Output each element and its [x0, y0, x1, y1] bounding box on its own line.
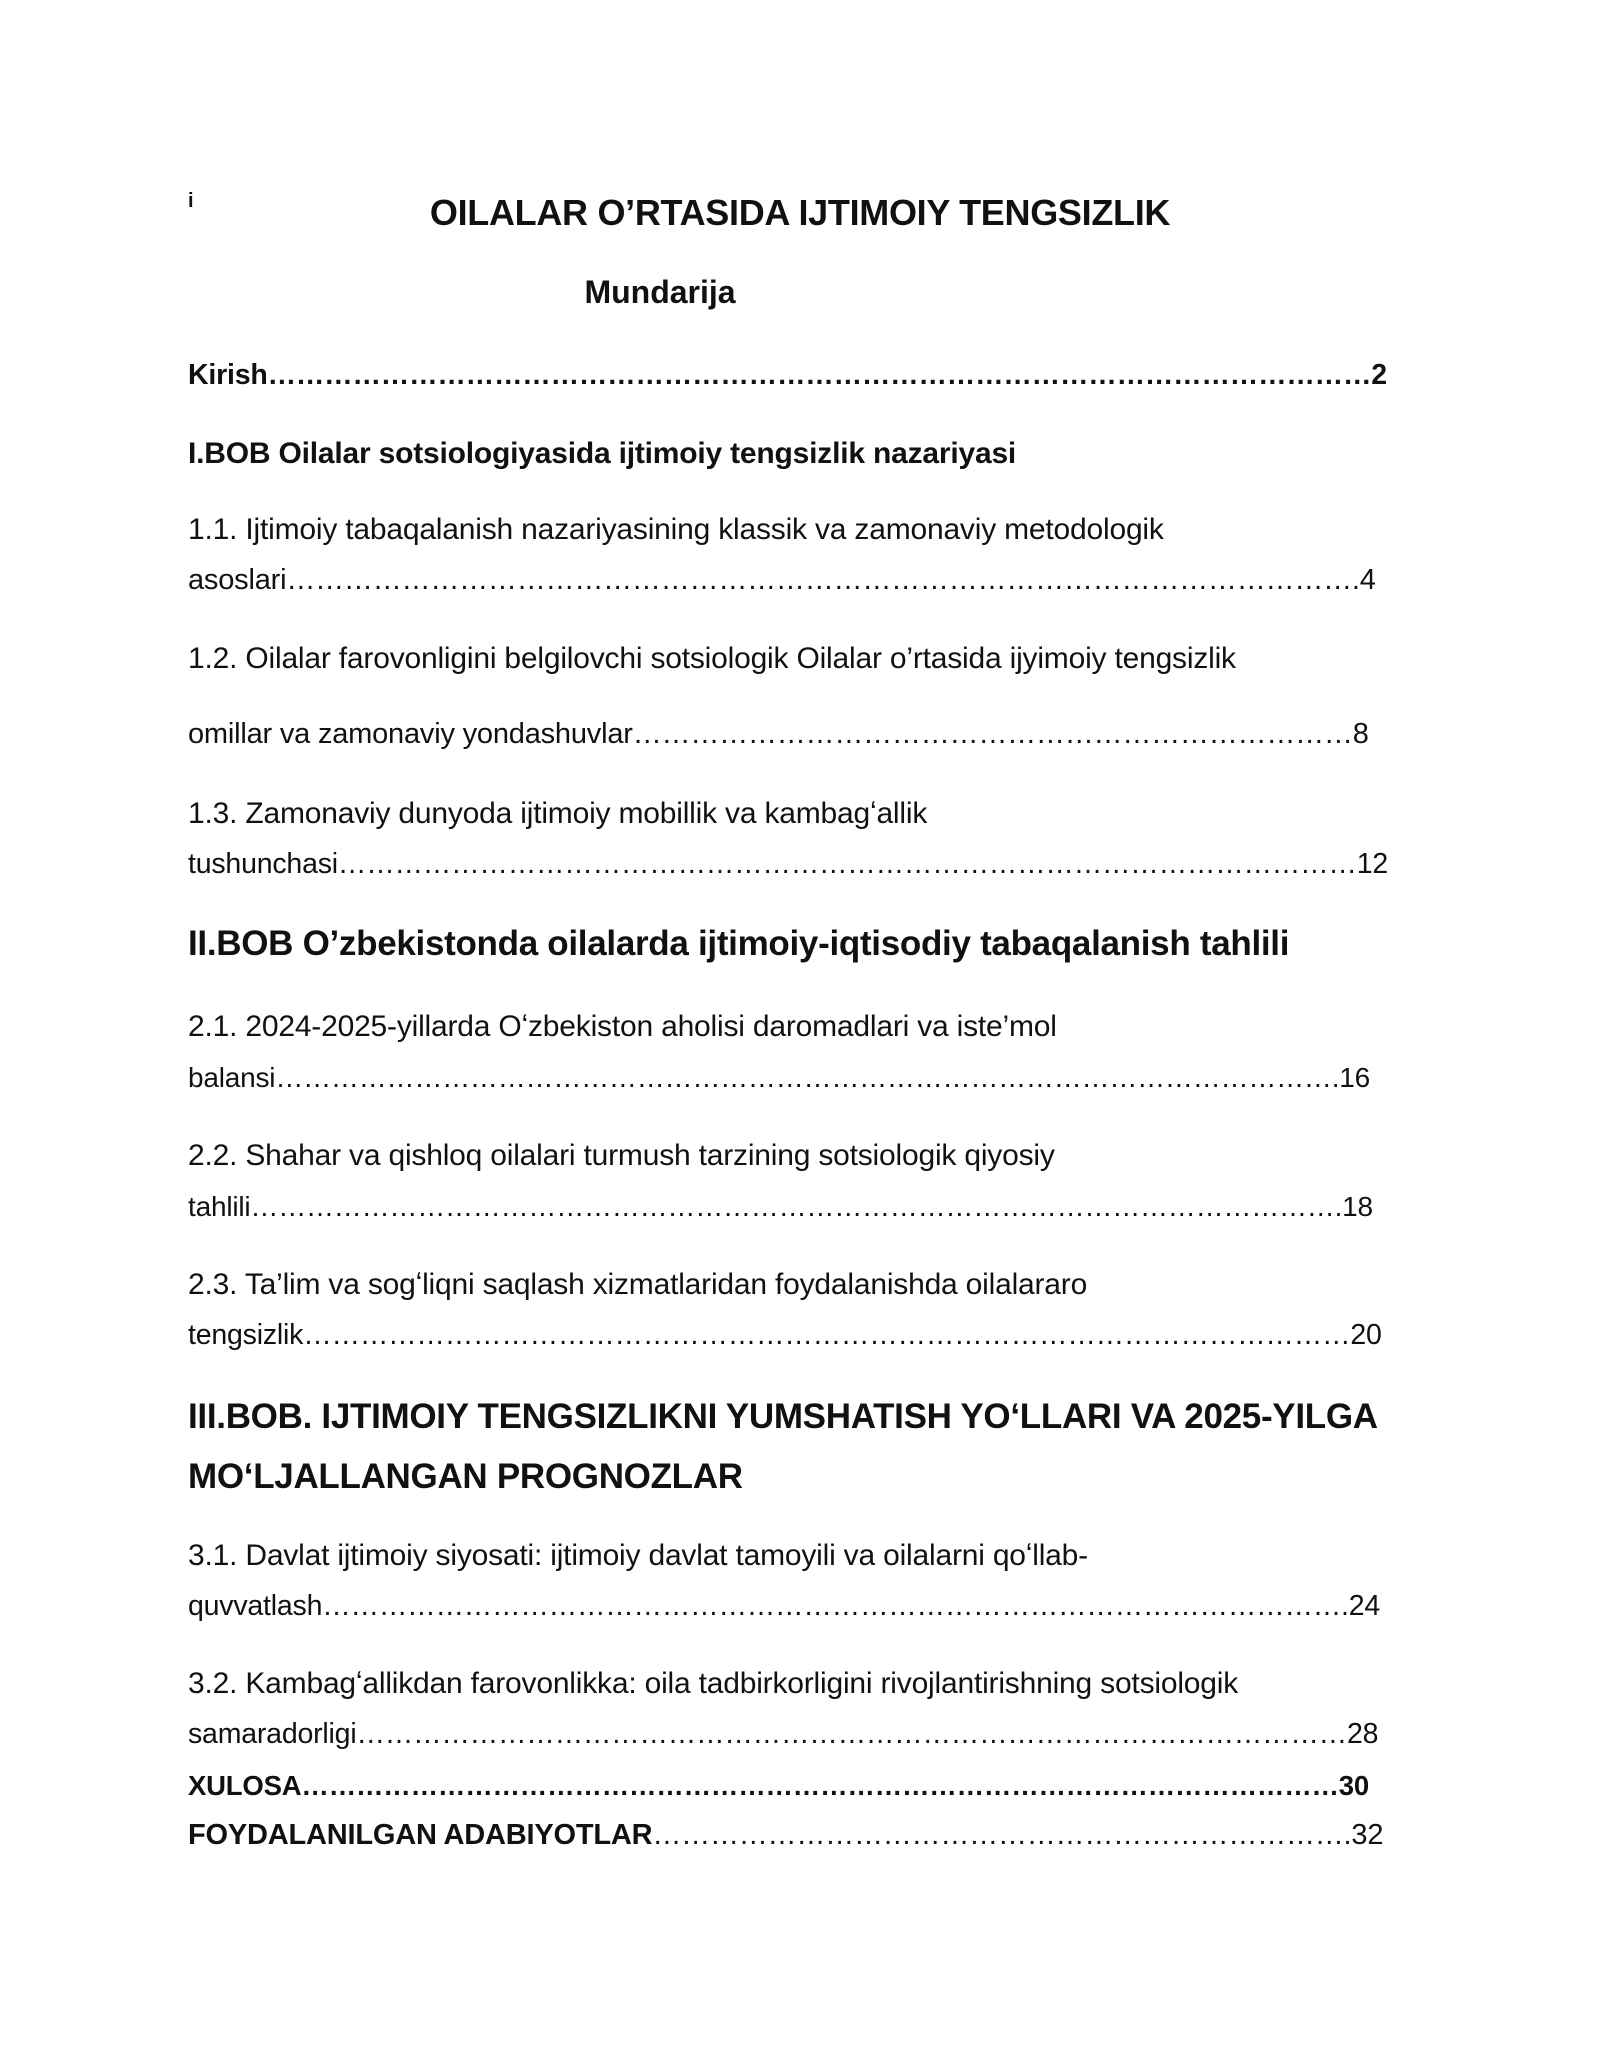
footnote-marker: i — [188, 190, 194, 212]
toc-section-1-3[interactable] — [188, 788, 1388, 890]
toc-section-text: balansi…………………………………………………………………………………………………….16 — [188, 1062, 1371, 1093]
toc-entry-conclusion[interactable] — [188, 1760, 1388, 1811]
toc-entry-text: XULOSA……………………………………………………………………………………………………30 — [188, 1770, 1369, 1801]
toc-entry-references[interactable] — [188, 1810, 1388, 1861]
toc-section-1-2[interactable] — [188, 633, 1388, 760]
toc-section-text: 1.1. Ijtimoiy tabaqalanish nazariyasining klassik va zamonaviy metodologik — [188, 513, 1164, 546]
toc-section-text: 3.2. Kambagʻallikdan farovonlikka: oila tadbirkorligini rivojlantirishning sotsiologik — [188, 1667, 1239, 1700]
toc-chapter-1[interactable] — [188, 428, 1388, 479]
toc-entry-text: Kirish………………………………………………………………………………………………………2 — [188, 359, 1387, 391]
toc-section-text: 2.1. 2024-2025-yillarda Oʻzbekiston aholisi daromadlari va iste’mol — [188, 1010, 1057, 1043]
toc-section-text: 3.1. Davlat ijtimoiy siyosati: ijtimoiy davlat tamoyili va oilalarni qoʻllab- — [188, 1539, 1088, 1572]
toc-references-label: FOYDALANILGAN ADABIYOTLAR — [188, 1819, 653, 1851]
toc-section-text: tengsizlik…………………………………………………………………………………………………20 — [188, 1319, 1382, 1351]
toc-section-3-1[interactable] — [188, 1530, 1388, 1632]
toc-section-text: 1.3. Zamonaviy dunyoda ijtimoiy mobillik va kambagʻallik — [188, 797, 928, 830]
toc-section-text: omillar va zamonaviy yondashuvlar…………………………………………………………………8 — [188, 718, 1369, 750]
toc-section-text: 1.2. Oilalar farovonligini belgilovchi sotsiologik Oilalar o’rtasida ijyimoiy tengsizlik — [188, 642, 1236, 675]
toc-chapter-title: MOʻLJALLANGAN PROGNOZLAR — [188, 1457, 743, 1496]
toc-section-text: quvvatlash……………………………………………………………………………………………….24 — [188, 1590, 1381, 1622]
toc-section-text: tushunchasi………………………………………………………………………………………………12 — [188, 848, 1389, 880]
toc-section-text: 2.2. Shahar va qishloq oilalari turmush tarzining sotsiologik qiyosiy — [188, 1139, 1055, 1172]
document-title: OILALAR O’RTASIDA IJTIMOIY TENGSIZLIK — [429, 192, 1171, 233]
toc-chapter-2[interactable] — [188, 914, 1388, 974]
toc-section-3-2[interactable] — [188, 1658, 1388, 1760]
toc-section-2-3[interactable] — [188, 1259, 1388, 1361]
toc-section-text: samaradorligi……………………………………………………………………………………………28 — [188, 1718, 1379, 1750]
toc-chapter-title: I.BOB Oilalar sotsiologiyasida ijtimoiy tengsizlik nazariyasi — [188, 437, 1017, 470]
toc-section-1-1[interactable] — [188, 504, 1388, 606]
toc-references-leader: ……………………………………………………………….32 — [652, 1819, 1384, 1851]
toc-chapter-title: II.BOB O’zbekistonda oilalarda ijtimoiy-iqtisodiy tabaqalanish tahlili — [188, 924, 1290, 963]
toc-chapter-title: III.BOB. IJTIMOIY TENGSIZLIKNI YUMSHATISH YOʻLLARI VA 2025-YILGA — [188, 1397, 1378, 1436]
toc-section-2-2[interactable] — [188, 1130, 1388, 1232]
toc-section-text: 2.3. Ta’lim va sogʻliqni saqlash xizmatlaridan foydalanishda oilalararo — [188, 1268, 1088, 1301]
toc-section-text: asoslari………………………………………………………………………………………………….4 — [188, 564, 1376, 596]
toc-entry-intro[interactable] — [188, 350, 1388, 401]
toc-heading: Mundarija — [584, 274, 736, 310]
toc-section-text: tahlili……………………………………………………………………………………………………….18 — [188, 1191, 1373, 1222]
toc-section-2-1[interactable] — [188, 1001, 1388, 1103]
toc-chapter-3[interactable] — [188, 1387, 1388, 1507]
